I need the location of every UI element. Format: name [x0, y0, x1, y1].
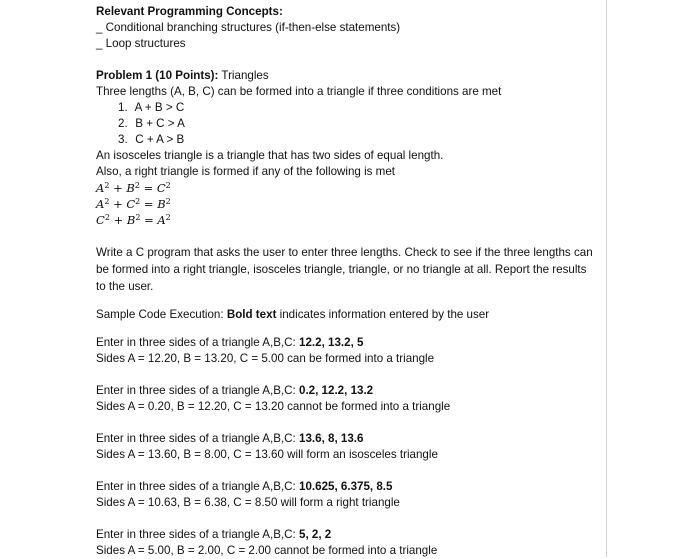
sample-output: Sides A = 5.00, B = 2.00, C = 2.00 cannot be formed into a triangle — [96, 544, 438, 557]
condition-number: 1. — [118, 101, 128, 114]
sample-prompt: Enter in three sides of a triangle A,B,C: 12.2, 13.2, 5 — [96, 336, 364, 349]
pythagorean-equation: $A^2 + B^2 = C^2$ — [96, 181, 171, 195]
sample-user-input: 10.625, 6.375, 8.5 — [299, 480, 393, 493]
document-content — [96, 4, 596, 559]
sample-prompt: Enter in three sides of a triangle A,B,C: 0.2, 12.2, 13.2 — [96, 384, 374, 397]
concept-item-conditional: _ Conditional branching structures (if-then-else statements) — [96, 21, 401, 34]
task-description: Write a C program that asks the user to enter three lengths. Check to see if the three lengths can be formed into a right triangle, isosceles triangle, triangle, or no triangle at all. Report the results to the user. — [96, 246, 593, 293]
condition-text: B + C > A — [135, 117, 185, 130]
problem-title-rest: Triangles — [218, 69, 269, 82]
page-edge-divider — [606, 0, 607, 557]
pythagorean-equation: $C^2 + B^2 = A^2$ — [96, 213, 171, 227]
sample-output: Sides A = 10.63, B = 6.38, C = 8.50 will form a right triangle — [96, 496, 400, 509]
concept-item-loops: _ Loop structures — [96, 37, 186, 50]
sample-output: Sides A = 12.20, B = 13.20, C = 5.00 can be formed into a triangle — [96, 352, 435, 365]
sample-example — [96, 431, 596, 463]
condition-text: C + A > B — [135, 133, 185, 146]
condition-number: 3. — [118, 133, 128, 146]
sample-prompt: Enter in three sides of a triangle A,B,C: 13.6, 8, 13.6 — [96, 432, 364, 445]
problem-title-bold: Problem 1 (10 Points): — [96, 69, 219, 82]
sample-example — [96, 335, 596, 367]
sample-example — [96, 383, 596, 415]
condition-item — [96, 100, 596, 116]
isosceles-definition: An isosceles triangle is a triangle that has two sides of equal length. — [96, 149, 444, 162]
condition-number: 2. — [118, 117, 128, 130]
sample-example — [96, 527, 596, 559]
problem-title — [96, 68, 596, 84]
right-triangle-definition: Also, a right triangle is formed if any of the following is met — [96, 165, 395, 178]
condition-item — [96, 116, 596, 132]
sample-prompt: Enter in three sides of a triangle A,B,C: 10.625, 6.375, 8.5 — [96, 480, 393, 493]
sample-user-input: 5, 2, 2 — [299, 528, 332, 541]
condition-item — [96, 132, 596, 148]
sample-user-input: 13.6, 8, 13.6 — [299, 432, 364, 445]
pythagorean-equation: $A^2 + C^2 = B^2$ — [96, 197, 171, 211]
concepts-heading: Relevant Programming Concepts: — [96, 5, 283, 18]
sample-output: Sides A = 13.60, B = 8.00, C = 13.60 will form an isosceles triangle — [96, 448, 438, 461]
sample-user-input: 12.2, 13.2, 5 — [299, 336, 364, 349]
sample-example — [96, 479, 596, 511]
condition-text: A + B > C — [134, 101, 185, 114]
sample-output: Sides A = 0.20, B = 12.20, C = 13.20 cannot be formed into a triangle — [96, 400, 451, 413]
sample-execution-label: Sample Code Execution: Bold text indicates information entered by the user — [96, 308, 490, 321]
sample-user-input: 0.2, 12.2, 13.2 — [299, 384, 374, 397]
sample-prompt: Enter in three sides of a triangle A,B,C: 5, 2, 2 — [96, 528, 332, 541]
problem-intro: Three lengths (A, B, C) can be formed into a triangle if three conditions are met — [96, 85, 502, 98]
